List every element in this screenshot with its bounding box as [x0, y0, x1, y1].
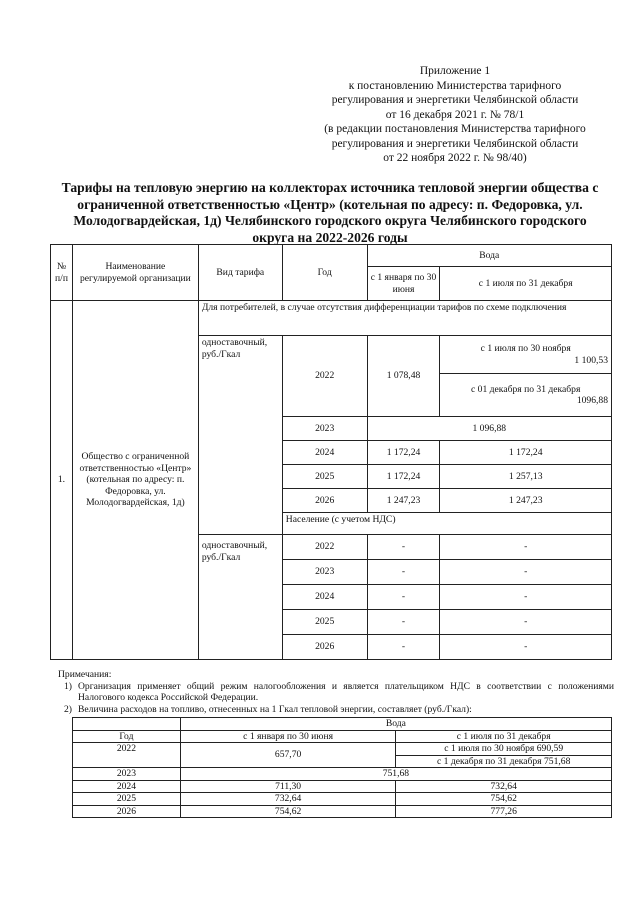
header-tariff-type: Вид тарифа	[198, 245, 282, 301]
fuel-header-period-1: с 1 января по 30 июня	[180, 730, 396, 743]
header-line: (в редакции постановления Министерства тарифного	[324, 123, 586, 135]
header-year: Год	[282, 245, 367, 301]
fuel-year-2026: 2026	[73, 805, 181, 818]
year-2023: 2023	[282, 417, 367, 441]
population-label: Население (с учетом НДС)	[282, 513, 611, 535]
fuel-header-period-2: с 1 июля по 31 декабря	[396, 730, 612, 743]
pop-value-h1: -	[367, 585, 440, 610]
year-2025: 2025	[282, 465, 367, 489]
tariff-type: одноставочный, руб./Гкал	[198, 336, 282, 535]
period-value: 1096,88	[576, 395, 608, 406]
value-2022-dec	[440, 374, 612, 417]
header-line: регулирования и энергетики Челябинской области	[331, 137, 579, 150]
value-2023: 1 096,88	[367, 417, 611, 441]
value-2026-h1: 1 247,23	[367, 489, 440, 513]
pop-year: 2023	[282, 560, 367, 585]
fuel-value-2022-jul-nov: с 1 июля по 30 ноября 690,59	[396, 743, 612, 756]
value-2024-h1: 1 172,24	[367, 441, 440, 465]
pop-value-h1: -	[367, 635, 440, 660]
org-name: Общество с ограниченной ответственностью «Центр» (котельная по адресу: п. Федоровка, ул. Молодогвардейская, 1д)	[72, 301, 198, 660]
year-2022: 2022	[282, 336, 367, 417]
fuel-value-2022-dec: с 1 декабря по 31 декабря 751,68	[396, 755, 612, 768]
pop-value-h2: -	[440, 635, 612, 660]
fuel-value-2024-h1: 711,30	[180, 780, 396, 793]
period-value: 1 100,53	[574, 354, 608, 366]
pop-year: 2026	[282, 635, 367, 660]
header-org: Наименование регулируемой организации	[72, 245, 198, 301]
fuel-value-2026-h1: 754,62	[180, 805, 396, 818]
value-2025-h1: 1 172,24	[367, 465, 440, 489]
row-number: 1.	[51, 301, 73, 660]
value-2022-jul-nov	[440, 336, 612, 374]
header-num: № п/п	[51, 245, 73, 301]
note-number: 2)	[64, 703, 72, 715]
header-period-1: с 1 января по 30 июня	[367, 267, 440, 301]
pop-year: 2025	[282, 610, 367, 635]
pop-value-h2: -	[440, 610, 612, 635]
appendix-header	[290, 64, 620, 166]
fuel-header-empty	[73, 718, 181, 731]
pop-year: 2022	[282, 535, 367, 560]
period-label: с 01 декабря по 31 декабря	[471, 383, 581, 395]
note-2	[64, 703, 614, 716]
fuel-value-2023: 751,68	[180, 768, 611, 781]
document-title: Тарифы на тепловую энергию на коллекторах источника тепловой энергии общества с ограниченной ответственностью «Центр» (котельная по адресу: п. Федоровка, ул. Молодогвардейская, 1д) Челябинского городского округа Челябинского городского округа на 2022-2026 годы	[61, 180, 599, 245]
notes-heading: Примечания:	[58, 669, 112, 680]
note-1	[64, 680, 614, 704]
header-line: регулирования и энергетики Челябинской области	[331, 94, 579, 106]
fuel-year-2025: 2025	[73, 793, 181, 806]
value-2024-h2: 1 172,24	[440, 441, 612, 465]
tariff-table	[50, 244, 612, 660]
header-line: от 22 ноября 2022 г. № 98/40)	[383, 152, 527, 164]
fuel-header-water: Вода	[180, 718, 611, 731]
value-2025-h2: 1 257,13	[440, 465, 612, 489]
header-period-2: с 1 июля по 31 декабря	[440, 267, 612, 301]
pop-value-h2: -	[440, 535, 612, 560]
fuel-value-2025-h2: 754,62	[396, 793, 612, 806]
pop-value-h2: -	[440, 560, 612, 585]
fuel-value-2026-h2: 777,26	[396, 805, 612, 818]
pop-value-h1: -	[367, 535, 440, 560]
pop-year: 2024	[282, 585, 367, 610]
fuel-year-2023: 2023	[73, 768, 181, 781]
note-text: Организация применяет общий режим налогообложения и является плательщиком НДС в соответствии с положениями Налогового кодекса Российской Федерации.	[78, 680, 614, 703]
period-label: с 1 июля по 30 ноября	[480, 343, 571, 354]
fuel-year-2022: 2022	[73, 743, 181, 768]
year-2026: 2026	[282, 489, 367, 513]
note-number: 1)	[64, 680, 72, 692]
pop-value-h2: -	[440, 585, 612, 610]
pop-value-h1: -	[367, 610, 440, 635]
header-water: Вода	[367, 245, 611, 267]
fuel-year-2024: 2024	[73, 780, 181, 793]
fuel-cost-table	[72, 717, 612, 818]
note-text: Величина расходов на топливо, отнесенных на 1 Гкал тепловой энергии, составляет (руб./Гкал):	[78, 703, 472, 715]
header-line: к постановлению Министерства тарифного	[348, 79, 562, 92]
fuel-value-2024-h2: 732,64	[396, 780, 612, 793]
fuel-header-year: Год	[73, 730, 181, 743]
year-2024: 2024	[282, 441, 367, 465]
pop-value-h1: -	[367, 560, 440, 585]
pop-tariff-type: одноставочный, руб./Гкал	[198, 535, 282, 660]
notes	[58, 669, 614, 715]
value-2026-h2: 1 247,23	[440, 489, 612, 513]
consumers-label: Для потребителей, в случае отсутствия дифференциации тарифов по схеме подключения	[198, 301, 611, 336]
fuel-value-2025-h1: 732,64	[180, 793, 396, 806]
header-line: от 16 декабря 2021 г. № 78/1	[385, 108, 525, 121]
value-2022-h1: 1 078,48	[367, 336, 440, 417]
header-line: Приложение 1	[419, 65, 491, 77]
fuel-value-2022-h1: 657,70	[180, 743, 396, 768]
